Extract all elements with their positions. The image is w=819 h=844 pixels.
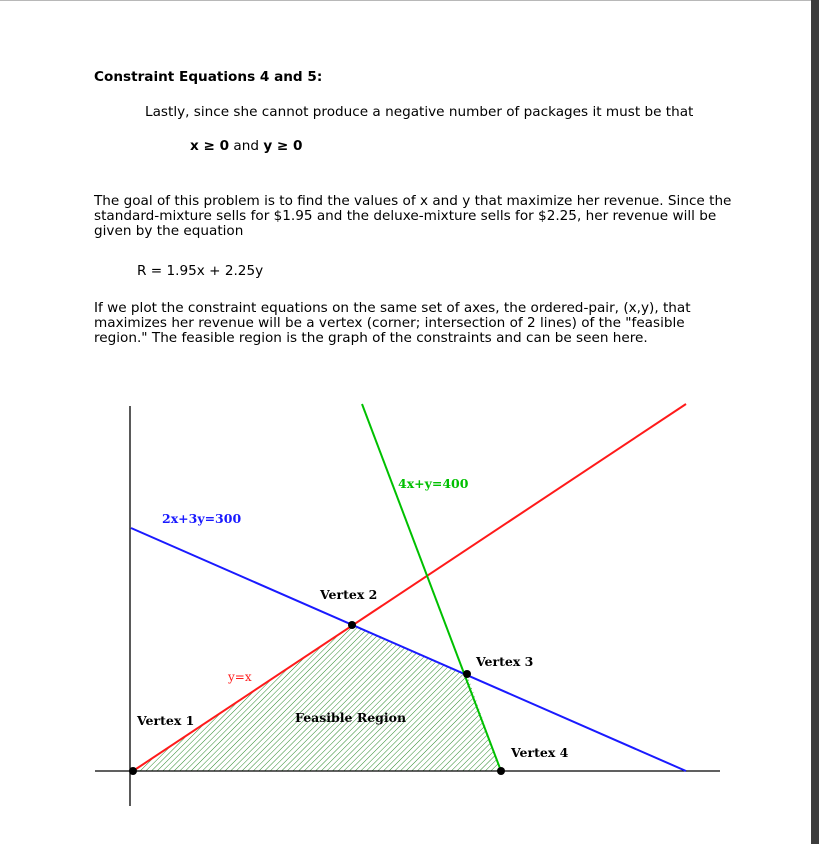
label-vertex-2: Vertex 2 — [320, 587, 378, 602]
inequality-and: and — [229, 138, 264, 154]
vertex-2-point — [348, 621, 356, 629]
plot-paragraph: If we plot the constraint equations on the same set of axes, the ordered-pair, (x,y), that maximizes her revenue will be a vertex (corner; intersection of 2 lines) of the "feasible region." The feasible region is the graph of the constraints and can be seen here. — [94, 300, 691, 346]
label-vertex-1: Vertex 1 — [137, 713, 195, 728]
vertex-3-point — [463, 670, 471, 678]
vertex-1-point — [129, 767, 137, 775]
inequality-x: x ≥ 0 — [190, 138, 230, 154]
label-feasible-region: Feasible Region — [295, 710, 407, 725]
label-4x-y-400: 4x+y=400 — [398, 476, 469, 491]
viewer-scrollbar[interactable] — [811, 0, 819, 844]
feasible-region-fill — [133, 625, 501, 771]
section-heading: Constraint Equations 4 and 5: — [94, 69, 323, 85]
label-y-equals-x: y=x — [228, 670, 252, 684]
intro-text: Lastly, since she cannot produce a negative number of packages it must be that — [145, 104, 694, 120]
label-2x-3y-300: 2x+3y=300 — [162, 511, 242, 526]
revenue-equation: R = 1.95x + 2.25y — [137, 263, 264, 279]
inequality-y: y ≥ 0 — [263, 138, 303, 154]
label-vertex-3: Vertex 3 — [476, 654, 534, 669]
goal-paragraph: The goal of this problem is to find the values of x and y that maximize her revenue. Since the standard-mixture sells for $1.95 and the deluxe-mixture sells for $2.25, her revenue will be given by the equation — [94, 193, 732, 239]
label-vertex-4: Vertex 4 — [511, 745, 569, 760]
vertex-4-point — [497, 767, 505, 775]
